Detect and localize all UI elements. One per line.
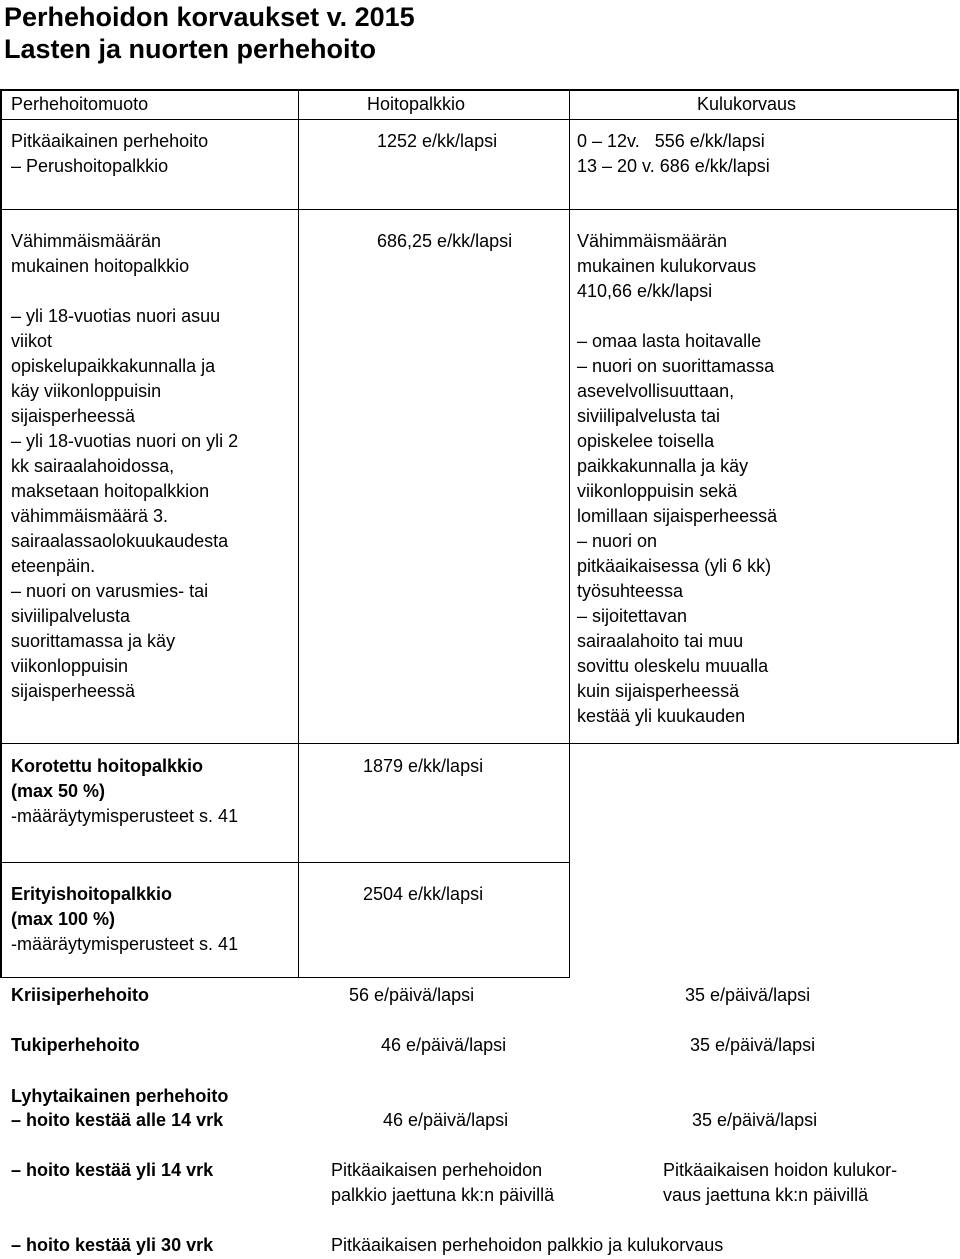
lyhyt-yli14-kulukorvaus-line1: Pitkäaikaisen hoidon kulukor-	[663, 1160, 898, 1180]
kriisi-kulukorvaus: 35 e/päivä/lapsi	[685, 985, 811, 1005]
row2-c1-line: siviilipalvelusta	[11, 606, 131, 626]
lyhyt-alle14-kulukorvaus: 35 e/päivä/lapsi	[692, 1110, 818, 1130]
row4-bottom-border	[1, 977, 570, 978]
row2-c3-line: 410,66 e/kk/lapsi	[577, 281, 713, 301]
row2-c3-line: kestää yli kuukauden	[577, 706, 746, 726]
row2-c3-line: siviilipalvelusta tai	[577, 406, 721, 426]
row2-c3-line: pitkäaikaisessa (yli 6 kk)	[577, 556, 772, 576]
row2-c1-line: opiskelupaikkakunnalla ja	[11, 356, 216, 376]
lyhyt-yli14-hoitopalkkio-line2: palkkio jaettuna kk:n päivillä	[331, 1185, 555, 1205]
row2-c3-line: asevelvollisuuttaan,	[577, 381, 735, 401]
row3-label-line1: Korotettu hoitopalkkio	[11, 756, 203, 776]
row1-kulukorvaus-line1: 0 – 12v. 556 e/kk/lapsi	[577, 131, 765, 151]
tuki-kulukorvaus: 35 e/päivä/lapsi	[690, 1035, 816, 1055]
lyhyt-alle14-hoitopalkkio: 46 e/päivä/lapsi	[383, 1110, 509, 1130]
row4-label-line3: -määräytymisperusteet s. 41	[11, 934, 239, 954]
row2-c1-line: sijaisperheessä	[11, 681, 136, 701]
header-hoitopalkkio: Hoitopalkkio	[367, 94, 466, 114]
row2-hoitopalkkio: 686,25 e/kk/lapsi	[377, 231, 513, 251]
row1-label-line2: – Perushoitopalkkio	[11, 156, 169, 176]
page-title: Perhehoidon korvaukset v. 2015	[4, 2, 415, 32]
row3-label-line2: (max 50 %)	[11, 781, 106, 801]
header-kulukorvaus: Kulukorvaus	[697, 94, 797, 114]
kriisi-hoitopalkkio: 56 e/päivä/lapsi	[349, 985, 475, 1005]
row2-c1-line: Vähimmäismäärän	[11, 231, 162, 251]
row4-label-line1: Erityishoitopalkkio	[11, 884, 173, 904]
lyhyt-yli14-label: – hoito kestää yli 14 vrk	[11, 1160, 214, 1180]
row2-c1-line: – nuori on varusmies- tai	[11, 581, 209, 601]
row3-hoitopalkkio: 1879 e/kk/lapsi	[363, 756, 484, 776]
row2-c3-line: sairaalahoito tai muu	[577, 631, 744, 651]
row2-c3-line: – sijoitettavan	[577, 606, 688, 626]
table-left-border	[0, 89, 2, 978]
row2-c1-line: maksetaan hoitopalkkion	[11, 481, 210, 501]
lyhyt-yli14-hoitopalkkio-line1: Pitkäaikaisen perhehoidon	[331, 1160, 543, 1180]
row2-hoitopalkkio-description	[11, 229, 296, 704]
spacer	[577, 304, 955, 329]
row4-hoitopalkkio: 2504 e/kk/lapsi	[363, 884, 484, 904]
row2-c1-line: mukainen hoitopalkkio	[11, 256, 190, 276]
row2-c3-line: viikonloppuisin sekä	[577, 481, 738, 501]
kriisi-label: Kriisiperhehoito	[11, 985, 150, 1005]
row2-c1-line: käy viikonloppuisin	[11, 381, 162, 401]
row2-c1-line: viikonloppuisin	[11, 656, 129, 676]
row3-top-border	[1, 743, 570, 744]
lyhyt-yli30-text: Pitkäaikaisen perhehoidon palkkio ja kulukorvaus	[331, 1235, 724, 1255]
row1-label-line1: Pitkäaikainen perhehoito	[11, 131, 209, 151]
row2-kulukorvaus-description	[577, 229, 955, 729]
tuki-hoitopalkkio: 46 e/päivä/lapsi	[381, 1035, 507, 1055]
row2-right-bottom-border	[569, 743, 959, 744]
tuki-label: Tukiperhehoito	[11, 1035, 140, 1055]
header-bottom-border	[1, 119, 958, 120]
row2-c1-line: – yli 18-vuotias nuori asuu	[11, 306, 221, 326]
col3-left-border	[569, 89, 570, 978]
lyhyt-yli30-label: – hoito kestää yli 30 vrk	[11, 1235, 214, 1255]
row2-c3-line: työsuhteessa	[577, 581, 684, 601]
lyhyt-label: Lyhytaikainen perhehoito	[11, 1086, 229, 1106]
header-perhehoitomuoto: Perhehoitomuoto	[11, 94, 149, 114]
row2-c1-line: vähimmäismäärä 3.	[11, 506, 169, 526]
spacer	[11, 279, 296, 304]
col2-left-border	[298, 89, 299, 978]
row2-c3-line: sovittu oleskelu muualla	[577, 656, 769, 676]
page-subtitle: Lasten ja nuorten perhehoito	[4, 34, 377, 64]
table-right-border	[957, 89, 959, 744]
row1-kulukorvaus-line2: 13 – 20 v. 686 e/kk/lapsi	[577, 156, 770, 176]
table-top-border	[1, 89, 958, 91]
row2-c1-line: sijaisperheessä	[11, 406, 136, 426]
lyhyt-alle14-label: – hoito kestää alle 14 vrk	[11, 1110, 224, 1130]
row2-c1-line: suorittamassa ja käy	[11, 631, 176, 651]
row2-c3-line: – nuori on suorittamassa	[577, 356, 775, 376]
row1-bottom-border	[1, 209, 958, 210]
row4-label-line2: (max 100 %)	[11, 909, 116, 929]
row2-c3-line: opiskelee toisella	[577, 431, 715, 451]
row2-c1-line: – yli 18-vuotias nuori on yli 2	[11, 431, 239, 451]
row2-c1-line: sairaalassaolokuukaudesta	[11, 531, 229, 551]
lyhyt-yli14-kulukorvaus-line2: vaus jaettuna kk:n päivillä	[663, 1185, 869, 1205]
row2-c3-line: mukainen kulukorvaus	[577, 256, 757, 276]
row2-c3-line: kuin sijaisperheessä	[577, 681, 740, 701]
row2-c3-line: – nuori on	[577, 531, 658, 551]
row4-top-border	[1, 862, 570, 863]
row2-c3-line: – omaa lasta hoitavalle	[577, 331, 762, 351]
row2-c1-line: eteenpäin.	[11, 556, 96, 576]
row2-c3-line: lomillaan sijaisperheessä	[577, 506, 778, 526]
row2-c3-line: Vähimmäismäärän	[577, 231, 728, 251]
row1-hoitopalkkio: 1252 e/kk/lapsi	[377, 131, 498, 151]
row3-label-line3: -määräytymisperusteet s. 41	[11, 806, 239, 826]
row2-c3-line: paikkakunnalla ja käy	[577, 456, 749, 476]
row2-c1-line: viikot	[11, 331, 53, 351]
row2-c1-line: kk sairaalahoidossa,	[11, 456, 175, 476]
